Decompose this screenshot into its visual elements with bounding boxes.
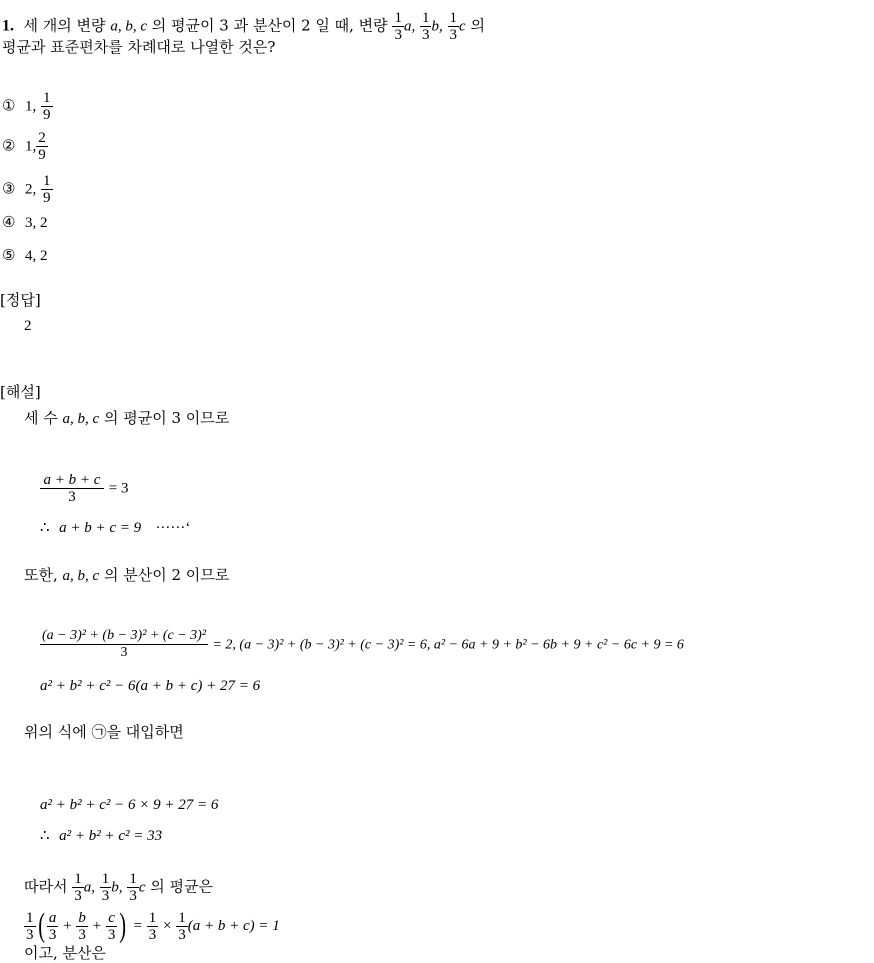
fraction: $\frac{b}{3}$ (78, 909, 86, 943)
question-fraction-a: $\frac{1}{3}$ (394, 10, 402, 43)
equation-new-mean: $\frac{1}{3}$ ( $\frac{a}{3}$ + $\frac{b}{3}$ + $\frac{c}{3}$ ) = $\frac{1}{3}$ × $\frac{1}{3}$ (a + b + c) = 1 (26, 907, 280, 944)
explanation-line4: 따라서 $\frac{1}{3}$ a, $\frac{1}{3}$ b, $\frac{1}{3}$ c 의 평균은 (24, 871, 214, 904)
answer-heading: [정답] (0, 291, 41, 309)
equation-fraction: $\frac{a + b + c}{3}$ (40, 472, 104, 505)
therefore-symbol: ∴ (40, 520, 50, 536)
fraction: $\frac{1}{3}$ (74, 871, 82, 904)
choice-4[interactable]: ④ 3, 2 (2, 213, 48, 231)
explanation-line1: 세 수 a, b, c 의 평균이 3 이므로 (24, 409, 230, 427)
choice-1[interactable]: ① 1, $\frac{1}{9}$ (2, 90, 51, 123)
question-variables: a, b, c (110, 18, 147, 35)
fraction: $\frac{1}{3}$ (148, 909, 157, 943)
equation-sum: ∴ a + b + c = 9 ······‘ (40, 520, 191, 536)
fraction: $\frac{a}{3}$ (48, 909, 57, 943)
choice-marker: ② (2, 136, 16, 155)
fraction: $\frac{c}{3}$ (107, 909, 116, 943)
choice-fraction: $\frac{2}{9}$ (38, 130, 46, 163)
choice-2[interactable]: ② 1, $\frac{2}{9}$ (2, 130, 46, 163)
choice-3[interactable]: ③ 2, $\frac{1}{9}$ (2, 173, 51, 206)
choice-fraction: $\frac{1}{9}$ (43, 90, 51, 123)
circled-label-icon: ㉠ (91, 723, 107, 741)
question-fraction-c: $\frac{1}{3}$ (449, 10, 458, 43)
equation-variance: $\frac{\text{(a − 3)² + (b − 3)² + (c − 3)²}}{3}$ = 2, (a − 3)² + (b − 3)² + (c − 3)² = 6, a² − 6a + 9 + b² − 6b + 9 + c² − 6c + 9 = 6 (42, 628, 684, 660)
equation-sum-squares: ∴ a² + b² + c² = 33 (40, 828, 163, 844)
equation-substituted: a² + b² + c² − 6 × 9 + 27 = 6 (40, 797, 219, 813)
left-paren: ( (37, 907, 45, 944)
choice-marker: ③ (2, 179, 16, 198)
explanation-line5: 이고, 분산은 (24, 944, 106, 962)
answer-value: 2 (24, 318, 32, 334)
question-number: 1. (2, 17, 14, 35)
equation-tag: ······‘ (155, 520, 191, 536)
choice-marker: ④ (2, 213, 16, 231)
equation-fraction: $\frac{\text{(a − 3)² + (b − 3)² + (c − 3)²}}{3}$ (42, 628, 207, 660)
choice-fraction: $\frac{1}{9}$ (43, 173, 51, 206)
fraction: $\frac{1}{3}$ (129, 871, 137, 904)
choice-marker: ⑤ (2, 246, 16, 264)
fraction: $\frac{1}{3}$ (101, 871, 110, 904)
question-text-part3: 의 (470, 16, 485, 35)
therefore-symbol: ∴ (40, 828, 50, 844)
equation-expanded: a² + b² + c² − 6(a + b + c) + 27 = 6 (40, 678, 261, 694)
question-var-b: b, (431, 18, 443, 35)
explanation-line2: 또한, a, b, c 의 분산이 2 이므로 (24, 566, 230, 584)
question-stem-line2: 평균과 표준편차를 차례대로 나열한 것은? (2, 38, 276, 56)
question-var-c: c (459, 18, 466, 35)
question-var-a: a, (403, 18, 416, 35)
fraction: $\frac{1}{3}$ (26, 909, 34, 943)
fraction: $\frac{1}{3}$ (178, 909, 186, 943)
explanation-heading: [해설] (0, 383, 41, 401)
question-fraction-b: $\frac{1}{3}$ (421, 10, 430, 43)
question-text-part1: 세 개의 변량 (23, 16, 106, 35)
choice-5[interactable]: ⑤ 4, 2 (2, 246, 48, 264)
question-text-part2: 의 평균이 3 과 분산이 2 일 때, 변량 (151, 16, 388, 35)
explanation-line3: 위의 식에 ㉠을 대입하면 (24, 723, 184, 741)
equation-mean: $\frac{a + b + c}{3}$ = 3 (40, 472, 129, 505)
choice-marker: ① (2, 96, 16, 115)
right-paren: ) (119, 907, 127, 944)
